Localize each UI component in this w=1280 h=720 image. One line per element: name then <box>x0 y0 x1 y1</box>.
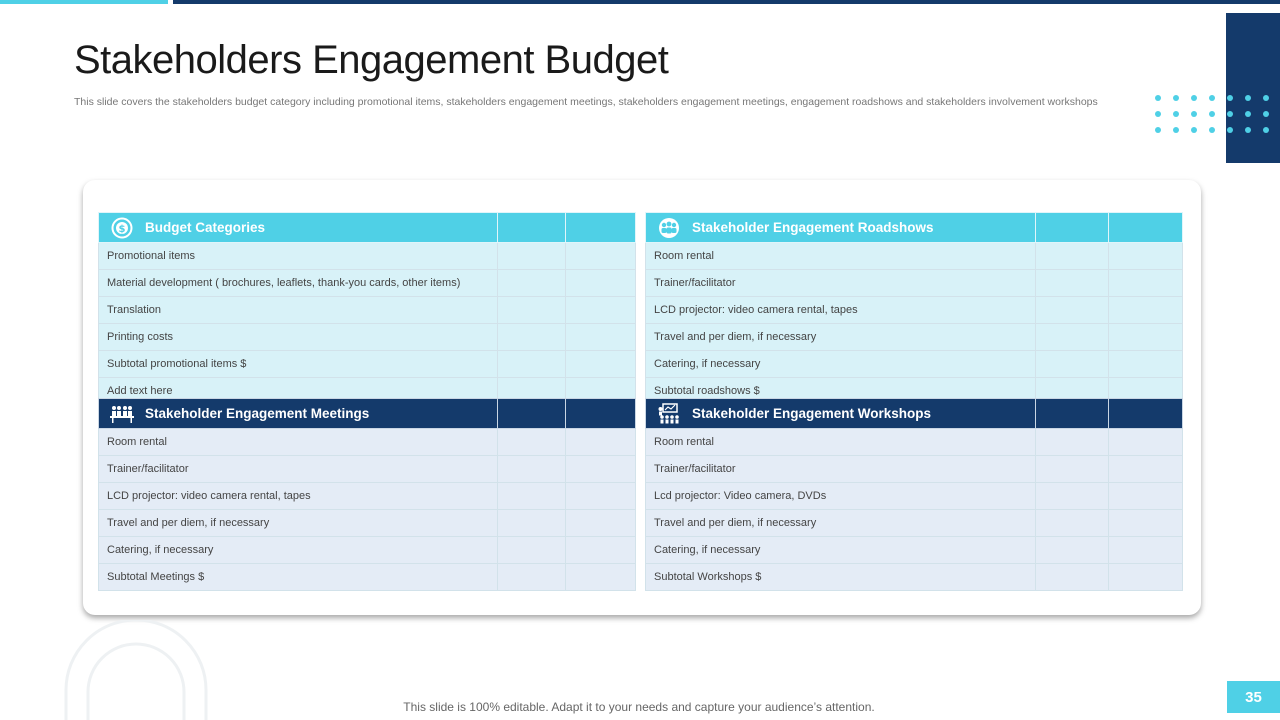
decorative-dot <box>1173 111 1179 117</box>
table-row: Printing costs <box>99 324 636 351</box>
page-number: 35 <box>1227 681 1280 713</box>
dot-grid-decoration <box>1152 92 1280 142</box>
top-accent-bar-light <box>0 0 168 4</box>
table-row: Travel and per diem, if necessary <box>99 510 636 537</box>
table-row: Catering, if necessary <box>99 537 636 564</box>
top-accent-bar-dark <box>173 0 1280 4</box>
table-header-row <box>646 213 1183 243</box>
people-group-icon <box>646 217 692 239</box>
table-row: Promotional items <box>99 243 636 270</box>
decorative-dot <box>1209 111 1215 117</box>
money-dial-icon <box>99 217 145 239</box>
slide-title: Stakeholders Engagement Budget <box>74 38 669 82</box>
table-row: LCD projector: video camera rental, tapes <box>646 297 1183 324</box>
decorative-dot <box>1227 111 1233 117</box>
table-row: Add text here <box>99 378 636 405</box>
budget-card <box>83 180 1201 615</box>
decorative-dot <box>1209 127 1215 133</box>
slide-subtitle: This slide covers the stakeholders budget category including promotional items, stakeholders engagement meetings, stakeholders engagement meetings, engagement roadshows and stakeholders involvement workshops <box>74 96 1098 108</box>
budget-categories-table <box>98 212 636 405</box>
decorative-dot <box>1245 111 1251 117</box>
decorative-dot <box>1263 95 1269 101</box>
decorative-dot <box>1155 111 1161 117</box>
table-row: Trainer/facilitator <box>646 456 1183 483</box>
decorative-dot <box>1155 95 1161 101</box>
table-row: Subtotal roadshows $ <box>646 378 1183 405</box>
table-row: Subtotal Meetings $ <box>99 564 636 591</box>
table-header-row <box>99 399 636 429</box>
table-header-label: Budget Categories <box>145 220 266 235</box>
decorative-dot <box>1245 95 1251 101</box>
table-header-label: Stakeholder Engagement Meetings <box>145 406 370 421</box>
table-header-label: Stakeholder Engagement Workshops <box>692 406 932 421</box>
table-row: Trainer/facilitator <box>646 270 1183 297</box>
decorative-dot <box>1191 95 1197 101</box>
decorative-dot <box>1263 111 1269 117</box>
table-row: Subtotal promotional items $ <box>99 351 636 378</box>
presentation-audience-icon <box>646 403 692 425</box>
table-row: Room rental <box>99 429 636 456</box>
roadshows-table <box>645 212 1183 405</box>
table-row: LCD projector: video camera rental, tapes <box>99 483 636 510</box>
workshops-table <box>645 398 1183 591</box>
meetings-table <box>98 398 636 591</box>
decorative-dot <box>1227 95 1233 101</box>
decorative-dot <box>1155 127 1161 133</box>
svg-text:$: $ <box>118 223 126 235</box>
meeting-table-icon <box>99 404 145 424</box>
table-header-row <box>99 213 636 243</box>
table-row: Room rental <box>646 243 1183 270</box>
decorative-dot <box>1191 127 1197 133</box>
decorative-dot <box>1191 111 1197 117</box>
decorative-dot <box>1245 127 1251 133</box>
table-row: Subtotal Workshops $ <box>646 564 1183 591</box>
table-row: Lcd projector: Video camera, DVDs <box>646 483 1183 510</box>
decorative-dot <box>1173 95 1179 101</box>
table-row: Travel and per diem, if necessary <box>646 510 1183 537</box>
table-row: Room rental <box>646 429 1183 456</box>
table-header-label: Stakeholder Engagement Roadshows <box>692 220 934 235</box>
table-header-row <box>646 399 1183 429</box>
table-row: Trainer/facilitator <box>99 456 636 483</box>
footer-note: This slide is 100% editable. Adapt it to your needs and capture your audience’s attention. <box>403 700 875 714</box>
table-row: Travel and per diem, if necessary <box>646 324 1183 351</box>
table-row: Translation <box>99 297 636 324</box>
decorative-dot <box>1263 127 1269 133</box>
decorative-dot <box>1209 95 1215 101</box>
table-row: Catering, if necessary <box>646 537 1183 564</box>
decorative-dot <box>1173 127 1179 133</box>
table-row: Catering, if necessary <box>646 351 1183 378</box>
table-row: Material development ( brochures, leaflets, thank-you cards, other items) <box>99 270 636 297</box>
decorative-dot <box>1227 127 1233 133</box>
